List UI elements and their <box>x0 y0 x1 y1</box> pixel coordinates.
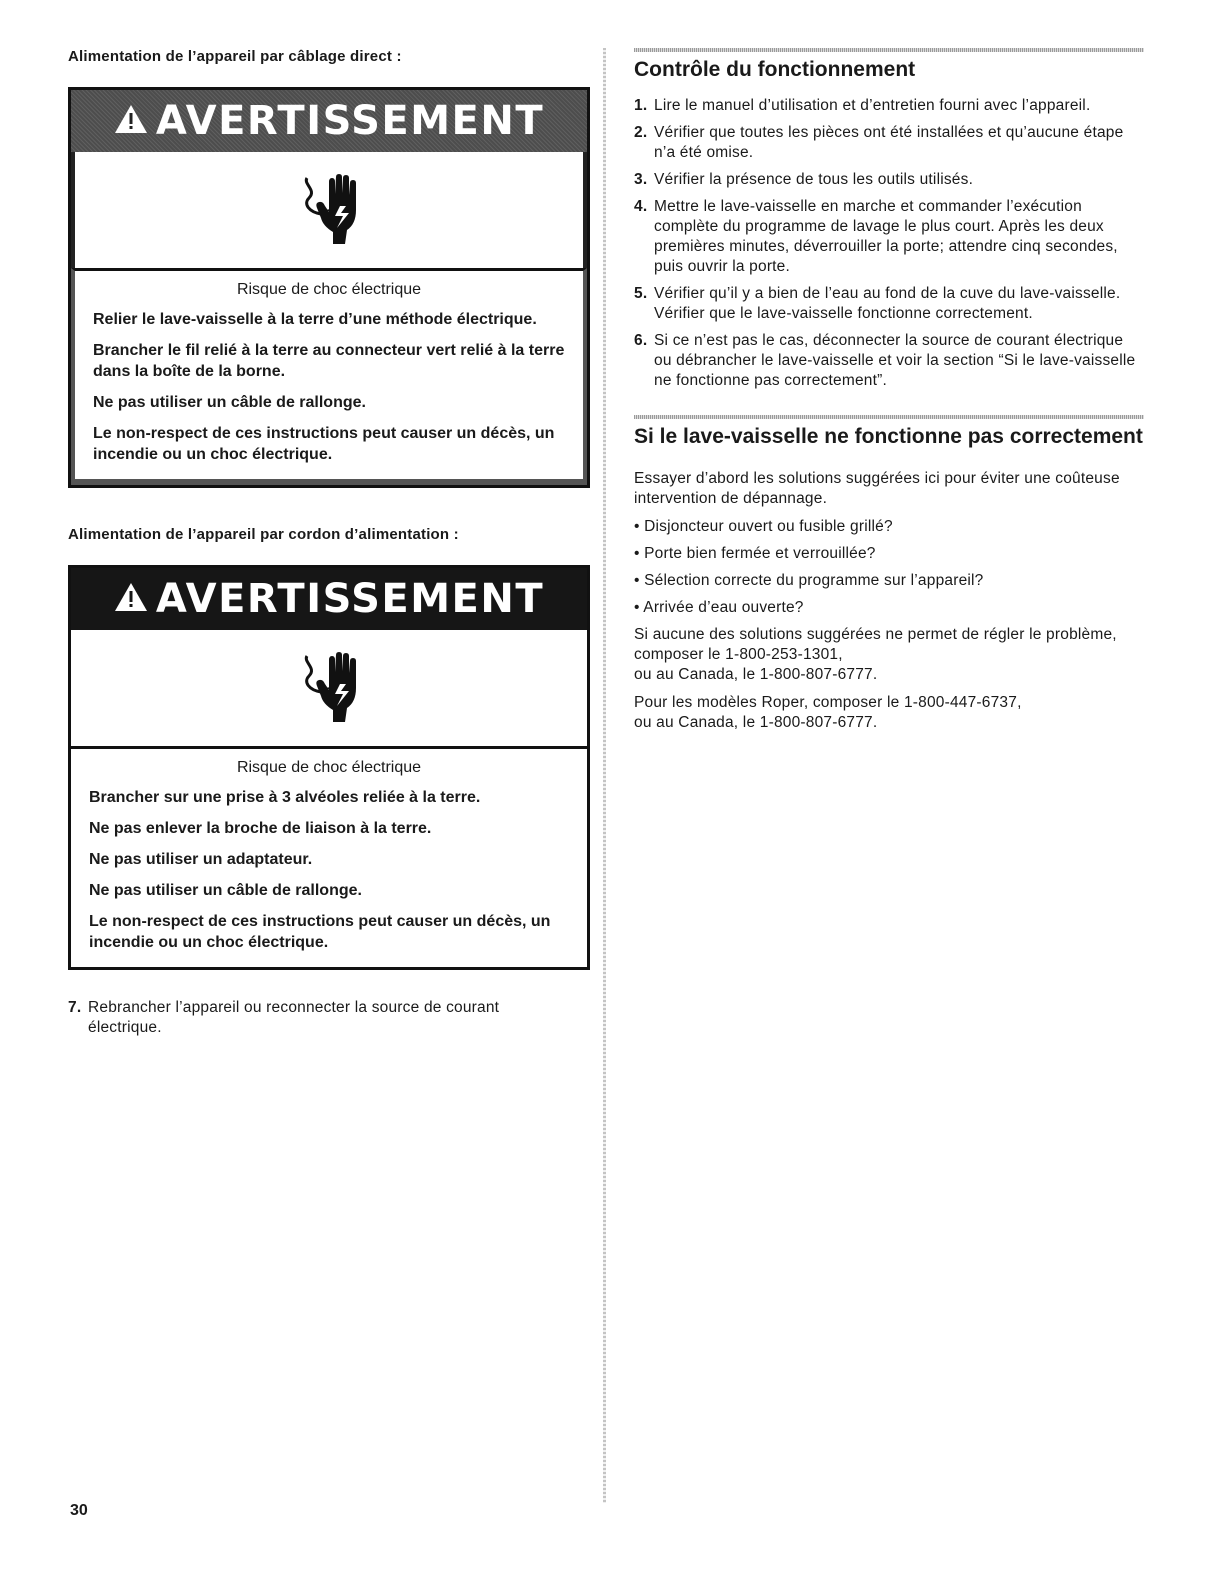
electric-shock-hand-icon <box>299 174 359 246</box>
warning-line: Brancher sur une prise à 3 alvéoles reliée à la terre. <box>89 789 481 806</box>
warning-line: Ne pas utiliser un adaptateur. <box>89 851 313 868</box>
warning-box-direct <box>68 87 590 488</box>
warning-line: Ne pas enlever la broche de liaison à la terre. <box>89 820 432 837</box>
list-item: 3. Vérifier la présence de tous les outils utilisés. <box>634 171 974 188</box>
troubleshooting-content <box>634 469 1144 733</box>
warning-triangle-icon <box>114 98 148 144</box>
contact-paragraph-roper: Pour les modèles Roper, composer le 1-800-447-6737, ou au Canada, le 1-800-807-6777. <box>634 694 1022 731</box>
warning-box-cord <box>68 565 590 970</box>
warning-graphic <box>71 152 587 268</box>
warning-graphic <box>71 630 587 746</box>
intro-paragraph: Essayer d’abord les solutions suggérées ici pour éviter une coûteuse intervention de dépannage. <box>634 470 1120 507</box>
checklist-item: • Porte bien fermée et verrouillée? <box>634 545 876 562</box>
step-list-continued <box>68 998 518 1038</box>
warning-risk: Risque de choc électrique <box>236 759 422 776</box>
operation-check-steps <box>634 96 1144 391</box>
warning-body <box>71 746 587 967</box>
warning-line: Brancher le fil relié à la terre au connecteur vert relié à la terre dans la boîte de la borne. <box>93 342 565 380</box>
heading-power-cord: Alimentation de l’appareil par cordon d’alimentation : <box>68 526 459 543</box>
warning-line: Ne pas utiliser un câble de rallonge. <box>89 882 362 899</box>
section-rule <box>634 48 1144 52</box>
warning-body <box>71 268 587 485</box>
warning-risk: Risque de choc électrique <box>236 281 422 298</box>
column-divider <box>603 48 606 1503</box>
list-item: 7. Rebrancher l’appareil ou reconnecter la source de courant électrique. <box>68 999 500 1036</box>
page-number: 30 <box>70 1502 88 1519</box>
list-item: 1. Lire le manuel d’utilisation et d’entretien fourni avec l’appareil. <box>634 97 1091 114</box>
list-item: 6. Si ce n’est pas le cas, déconnecter la source de courant électrique ou débrancher le lave-vaisselle et voir la section “Si le lave-vaisselle ne fonctionne pas correctement”. <box>634 332 1136 389</box>
warning-line: Le non-respect de ces instructions peut causer un décès, un incendie ou un choc électrique. <box>93 425 555 463</box>
list-item: 4. Mettre le lave-vaisselle en marche et commander l’exécution complète du programme de lavage le plus court. Après les deux premières minutes, déverrouiller la porte; attendre cinq secondes, puis ouvrir la porte. <box>634 198 1118 275</box>
warning-header <box>71 90 587 152</box>
contact-paragraph: Si aucune des solutions suggérées ne permet de régler le problème, composer le 1-800-253-1301, ou au Canada, le 1-800-807-6777. <box>634 626 1117 683</box>
checklist-item: • Disjoncteur ouvert ou fusible grillé? <box>634 518 893 535</box>
section-title-operation-check: Contrôle du fonctionnement <box>634 58 916 81</box>
list-item: 2. Vérifier que toutes les pièces ont été installées et qu’aucune étape n’a été omise. <box>634 124 1124 161</box>
heading-direct-wiring: Alimentation de l’appareil par câblage direct : <box>68 48 402 65</box>
warning-title: AVERTISSEMENT <box>155 98 545 144</box>
checklist-item: • Arrivée d’eau ouverte? <box>634 599 804 616</box>
warning-triangle-icon <box>114 576 148 622</box>
warning-header <box>71 568 587 630</box>
left-column <box>68 48 590 1045</box>
section-title-troubleshooting: Si le lave-vaisselle ne fonctionne pas correctement <box>634 425 1143 448</box>
electric-shock-hand-icon <box>299 652 359 724</box>
list-item: 5. Vérifier qu’il y a bien de l’eau au fond de la cuve du lave-vaisselle. Vérifier que le lave-vaisselle fonctionne correctement. <box>634 285 1121 322</box>
section-rule <box>634 415 1144 419</box>
warning-line: Relier le lave-vaisselle à la terre d’une méthode électrique. <box>93 311 537 328</box>
warning-line: Ne pas utiliser un câble de rallonge. <box>93 394 366 411</box>
checklist-item: • Sélection correcte du programme sur l’appareil? <box>634 572 984 589</box>
right-column <box>634 48 1144 741</box>
warning-line: Le non-respect de ces instructions peut causer un décès, un incendie ou un choc électrique. <box>89 913 551 951</box>
warning-title: AVERTISSEMENT <box>155 576 545 622</box>
